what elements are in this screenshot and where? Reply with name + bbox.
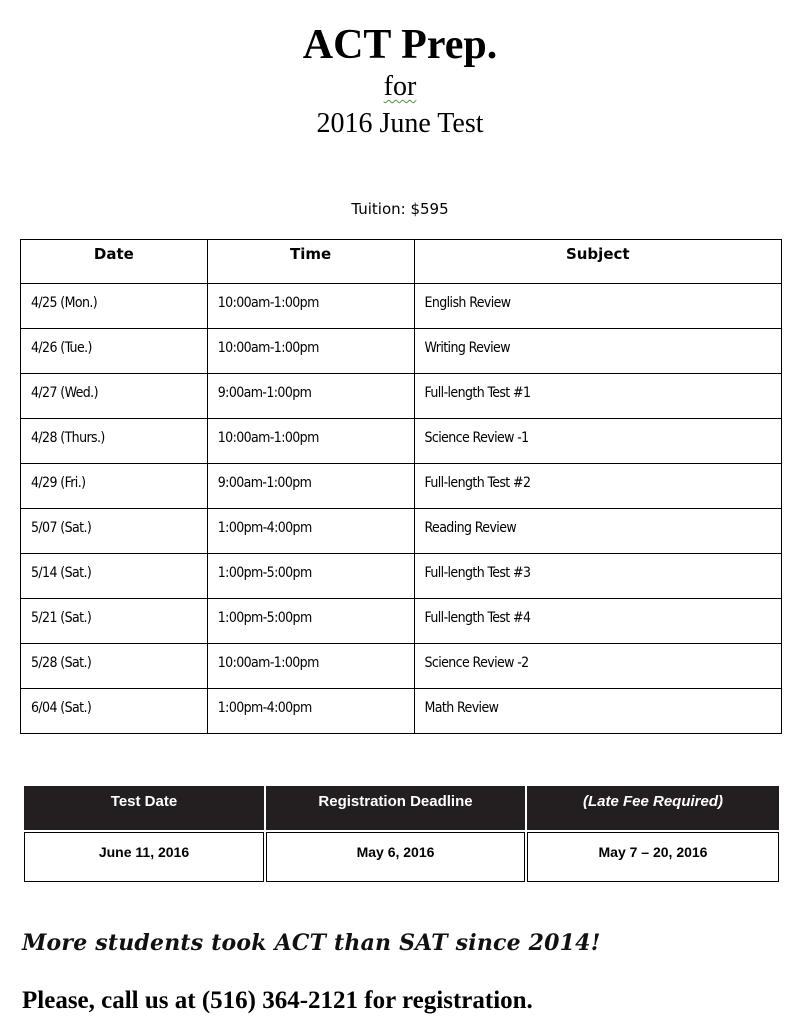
row-time: 10:00am-1:00pm (207, 329, 414, 374)
deadlines-table (22, 784, 781, 884)
row-subject: English Review (414, 284, 781, 329)
row-time: 1:00pm-4:00pm (207, 689, 414, 734)
row-subject: Writing Review (414, 329, 781, 374)
row-date: 4/25 (Mon.) (21, 284, 208, 329)
table-row (21, 509, 782, 554)
row-time: 9:00am-1:00pm (207, 374, 414, 419)
registration-deadline-value: May 6, 2016 (266, 832, 525, 882)
row-subject: Math Review (414, 689, 781, 734)
row-subject: Full-length Test #1 (414, 374, 781, 419)
page-subtitle: 2016 June Test (316, 108, 484, 139)
table-row (21, 644, 782, 689)
row-time: 1:00pm-4:00pm (207, 509, 414, 554)
row-subject: Science Review -2 (414, 644, 781, 689)
promo-text: More students took ACT than SAT since 2014! (22, 930, 601, 956)
deadlines-value-row (24, 832, 779, 882)
row-date: 4/28 (Thurs.) (21, 419, 208, 464)
row-time: 1:00pm-5:00pm (207, 554, 414, 599)
header-test-date: Test Date (24, 786, 264, 830)
test-date-value: June 11, 2016 (24, 832, 264, 882)
tuition-text: Tuition: $595 (351, 200, 449, 218)
table-row (21, 689, 782, 734)
row-time: 1:00pm-5:00pm (207, 599, 414, 644)
table-row (21, 329, 782, 374)
row-subject: Reading Review (414, 509, 781, 554)
row-time: 9:00am-1:00pm (207, 464, 414, 509)
row-date: 6/04 (Sat.) (21, 689, 208, 734)
deadlines-header-row (24, 786, 779, 830)
for-text: for (383, 71, 417, 102)
row-subject: Full-length Test #4 (414, 599, 781, 644)
call-to-action: Please, call us at (516) 364-2121 for registration. (22, 987, 533, 1014)
header-subject: Subject (414, 240, 781, 284)
row-subject: Full-length Test #2 (414, 464, 781, 509)
row-date: 5/21 (Sat.) (21, 599, 208, 644)
table-row (21, 464, 782, 509)
row-subject: Science Review -1 (414, 419, 781, 464)
table-row (21, 554, 782, 599)
for-line (0, 70, 800, 104)
page-title: ACT Prep. (302, 22, 498, 68)
row-date: 5/14 (Sat.) (21, 554, 208, 599)
header-late-fee: (Late Fee Required) (527, 786, 779, 830)
row-subject: Full-length Test #3 (414, 554, 781, 599)
row-date: 4/27 (Wed.) (21, 374, 208, 419)
table-row (21, 419, 782, 464)
schedule-table (20, 239, 782, 734)
header-registration-deadline: Registration Deadline (266, 786, 525, 830)
late-fee-value: May 7 – 20, 2016 (527, 832, 779, 882)
row-time: 10:00am-1:00pm (207, 644, 414, 689)
table-row (21, 374, 782, 419)
table-row (21, 599, 782, 644)
schedule-header-row (21, 240, 782, 284)
row-date: 4/26 (Tue.) (21, 329, 208, 374)
row-date: 4/29 (Fri.) (21, 464, 208, 509)
header-time: Time (207, 240, 414, 284)
row-date: 5/28 (Sat.) (21, 644, 208, 689)
row-time: 10:00am-1:00pm (207, 284, 414, 329)
table-row (21, 284, 782, 329)
row-time: 10:00am-1:00pm (207, 419, 414, 464)
row-date: 5/07 (Sat.) (21, 509, 208, 554)
header-date: Date (21, 240, 208, 284)
